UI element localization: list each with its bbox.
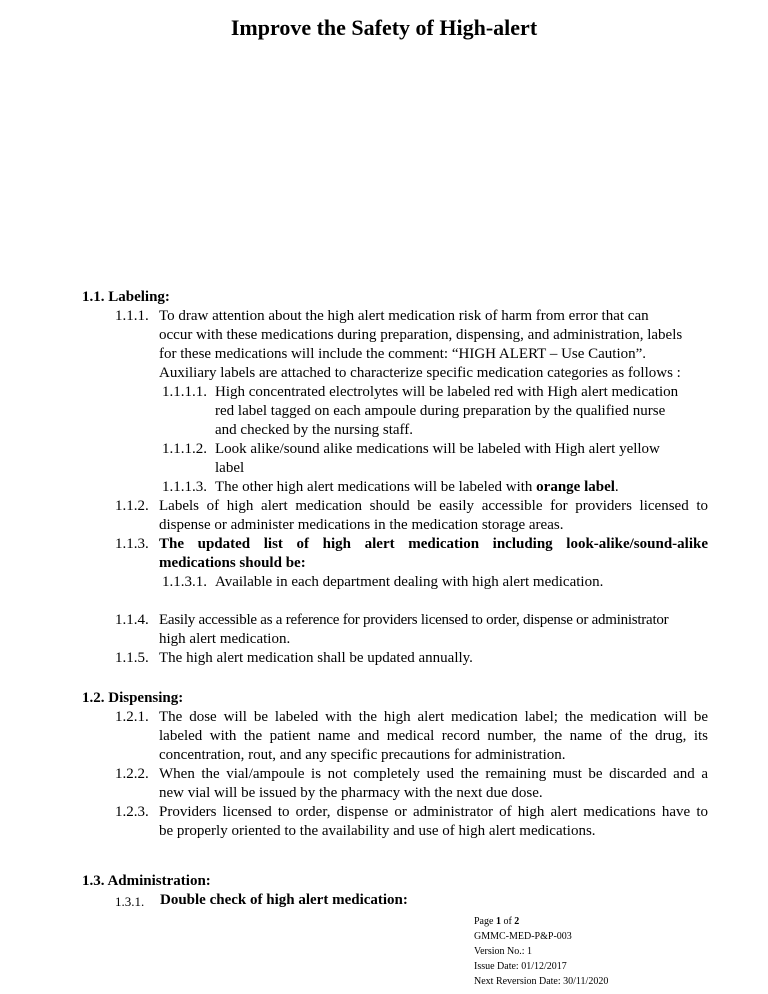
item-text-line: high alert medication.: [159, 631, 291, 647]
section-number: 1.3.: [82, 873, 105, 889]
item-number: 1.2.3.: [115, 804, 149, 820]
page-total: 2: [514, 916, 520, 927]
section-heading-labeling: [82, 288, 170, 307]
orange-label-emphasis: orange label: [536, 479, 615, 495]
item-text-line: Easily accessible as a reference for providers licensed to order, dispense or administrator: [159, 612, 669, 628]
page-of: of: [500, 916, 515, 927]
item-text-line: Providers licensed to order, dispense or administrator of high alert medications have to: [159, 804, 708, 820]
item-number: 1.1.1.: [115, 308, 149, 324]
document-title: Improve the Safety of High-alert: [230, 15, 538, 40]
subitem-text-line: High concentrated electrolytes will be labeled red with High alert medication: [215, 384, 679, 400]
subitem-text-line: Available in each department dealing with high alert medication.: [215, 574, 604, 590]
item-text-line: new vial will be issued by the pharmacy with the next due dose.: [159, 785, 543, 801]
item-text-line: for these medications will include the comment: “HIGH ALERT – Use Caution”.: [159, 346, 647, 362]
item-number: 1.2.2.: [115, 766, 149, 782]
section-heading-administration: [82, 872, 211, 891]
item-text-line: be properly oriented to the availability and use of high alert medications.: [159, 823, 596, 839]
item-number: 1.2.1.: [115, 709, 149, 725]
item-number: 1.1.5.: [115, 650, 149, 666]
item-text-line-bold: Double check of high alert medication:: [160, 892, 408, 908]
page-indicator: [474, 914, 519, 929]
item-text-line: labeled with the patient name and medical record number, the name of the drug, its: [159, 728, 708, 744]
section-title: Dispensing:: [108, 690, 184, 706]
item-text-line: When the vial/ampoule is not completely used the remaining must be discarded and a: [159, 766, 708, 782]
item-text-line: The dose will be labeled with the high alert medication label; the medication will be: [159, 709, 708, 725]
item-number: 1.3.1.: [115, 894, 145, 909]
section-title: Labeling:: [108, 289, 170, 305]
page-current: 1: [495, 916, 501, 927]
section-heading-dispensing: [82, 689, 183, 708]
version-number: Version No.: 1: [474, 946, 533, 957]
subitem-number: 1.1.3.1.: [162, 574, 207, 590]
item-text-line: The high alert medication shall be updated annually.: [159, 650, 473, 666]
subitem-text-line: and checked by the nursing staff.: [215, 422, 413, 438]
subitem-text: The other high alert medications will be labeled with: [215, 479, 537, 495]
item-text-line: occur with these medications during preparation, dispensing, and administration, labels: [159, 327, 683, 343]
item-text-line: To draw attention about the high alert medication risk of harm from error that can: [159, 308, 649, 324]
subitem-text-end: .: [614, 479, 619, 495]
item-text-line: Auxiliary labels are attached to characterize specific medication categories as follows :: [159, 365, 681, 381]
section-title: Administration:: [107, 873, 211, 889]
subitem-text-line: [215, 478, 619, 497]
subitem-number: 1.1.1.3.: [162, 479, 207, 495]
subitem-text-line: Look alike/sound alike medications will be labeled with High alert yellow: [215, 441, 660, 457]
item-number: 1.1.4.: [115, 612, 149, 628]
document-code: GMMC-MED-P&P-003: [474, 931, 572, 942]
subitem-text-line: label: [215, 460, 245, 476]
item-number: 1.1.3.: [115, 536, 149, 552]
subitem-number: 1.1.1.2.: [162, 441, 207, 457]
item-text-line: dispense or administer medications in the medication storage areas.: [159, 517, 564, 533]
item-text-line: Labels of high alert medication should be easily accessible for providers licensed to: [159, 498, 708, 514]
subitem-text-line: red label tagged on each ampoule during preparation by the qualified nurse: [215, 403, 666, 419]
next-revision-date: Next Reversion Date: 30/11/2020: [474, 976, 609, 987]
item-text-line-bold: medications should be:: [159, 555, 306, 571]
section-number: 1.1.: [82, 289, 105, 305]
item-text-line-bold: The updated list of high alert medication including look-alike/sound-alike: [159, 536, 708, 552]
page-label: Page: [474, 916, 496, 927]
item-text-line: concentration, rout, and any specific precautions for administration.: [159, 747, 566, 763]
item-number: 1.1.2.: [115, 498, 149, 514]
subitem-number: 1.1.1.1.: [162, 384, 207, 400]
issue-date: Issue Date: 01/12/2017: [474, 961, 567, 972]
section-number: 1.2.: [82, 690, 105, 706]
